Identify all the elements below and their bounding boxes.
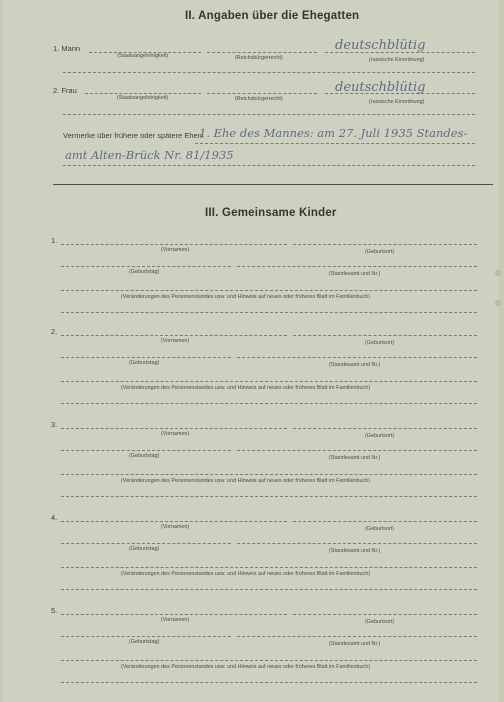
husband-citizenship-line[interactable]	[207, 52, 317, 53]
child-birthdate-caption: (Geburtstag)	[129, 269, 160, 275]
child-number: 3.	[51, 420, 58, 429]
wife-racial-value: deutschblütig	[335, 80, 426, 95]
child-changes-caption: (Veränderungen des Personenstandes usw. und Hinweis auf neues oder früheres Blatt im Familienbuch)	[121, 478, 371, 484]
child-extra-line[interactable]	[61, 496, 477, 497]
form-page	[3, 0, 499, 702]
remarks-line-1[interactable]	[195, 143, 475, 144]
child-firstnames-line[interactable]	[61, 521, 287, 522]
punch-hole-bottom	[495, 300, 501, 306]
child-extra-line[interactable]	[61, 403, 477, 404]
child-changes-line[interactable]	[61, 567, 477, 568]
child-number: 2.	[51, 327, 58, 336]
child-birthdate-line[interactable]	[61, 357, 231, 358]
child-extra-line[interactable]	[61, 589, 477, 590]
child-registry-line[interactable]	[237, 266, 477, 267]
child-firstnames-line[interactable]	[61, 335, 287, 336]
husband-racial-caption: (rassische Einordnung)	[369, 57, 425, 63]
husband-label: 1. Mann	[53, 44, 81, 53]
child-number: 4.	[51, 513, 58, 522]
child-birthdate-line[interactable]	[61, 266, 231, 267]
punch-hole-top	[495, 270, 501, 276]
child-birthdate-line[interactable]	[61, 636, 231, 637]
child-firstnames-caption: (Vornamen)	[161, 617, 190, 623]
child-firstnames-line[interactable]	[61, 614, 287, 615]
child-changes-line[interactable]	[61, 381, 477, 382]
husband-racial-value: deutschblütig	[335, 38, 426, 53]
child-birthplace-caption: (Geburtsort)	[365, 526, 395, 532]
child-registry-line[interactable]	[237, 450, 477, 451]
child-changes-caption: (Veränderungen des Personenstandes usw. und Hinweis auf neues oder früheres Blatt im Familienbuch)	[121, 664, 371, 670]
wife-citizenship-caption: (Reichsbürgerrecht)	[235, 96, 283, 102]
child-birthdate-caption: (Geburtstag)	[129, 639, 160, 645]
child-registry-caption: (Standesamt und Nr.)	[329, 271, 381, 277]
child-extra-line[interactable]	[61, 312, 477, 313]
child-birthplace-line[interactable]	[293, 428, 477, 429]
child-number: 5.	[51, 606, 58, 615]
child-changes-caption: (Veränderungen des Personenstandes usw. und Hinweis auf neues oder früheres Blatt im Familienbuch)	[121, 385, 371, 391]
wife-nationality-caption: (Staatsangehörigkeit)	[117, 95, 169, 101]
wife-nationality-line[interactable]	[85, 93, 201, 94]
child-registry-line[interactable]	[237, 636, 477, 637]
child-changes-line[interactable]	[61, 474, 477, 475]
child-firstnames-caption: (Vornamen)	[161, 524, 190, 530]
page-mark: ·	[335, 676, 337, 682]
husband-citizenship-caption: (Reichsbürgerrecht)	[235, 55, 283, 61]
child-birthplace-caption: (Geburtsort)	[365, 249, 395, 255]
child-birthdate-caption: (Geburtstag)	[129, 546, 160, 552]
child-registry-line[interactable]	[237, 357, 477, 358]
child-birthdate-line[interactable]	[61, 450, 231, 451]
child-registry-caption: (Standesamt und Nr.)	[329, 548, 381, 554]
child-birthplace-caption: (Geburtsort)	[365, 619, 395, 625]
child-number: 1.	[51, 236, 58, 245]
remarks-handwriting-line2: amt Alten-Brück Nr. 81/1935	[65, 148, 234, 162]
wife-label: 2. Frau	[53, 86, 77, 95]
child-firstnames-caption: (Vornamen)	[161, 338, 190, 344]
child-registry-caption: (Standesamt und Nr.)	[329, 455, 381, 461]
wife-citizenship-line[interactable]	[207, 93, 317, 94]
remarks-label: Vermerke über frühere oder spätere Ehen:	[63, 131, 204, 140]
section-divider	[53, 184, 493, 185]
child-birthplace-line[interactable]	[293, 521, 477, 522]
child-birthplace-caption: (Geburtsort)	[365, 433, 395, 439]
section-3-heading: III. Gemeinsame Kinder	[205, 207, 337, 219]
child-registry-caption: (Standesamt und Nr.)	[329, 362, 381, 368]
child-birthdate-caption: (Geburtstag)	[129, 360, 160, 366]
husband-nationality-caption: (Staatsangehörigkeit)	[117, 53, 169, 59]
child-registry-caption: (Standesamt und Nr.)	[329, 641, 381, 647]
child-registry-line[interactable]	[237, 543, 477, 544]
remarks-handwriting-line1: 1. Ehe des Mannes: am 27. Juli 1935 Standes-	[199, 126, 468, 140]
child-firstnames-line[interactable]	[61, 428, 287, 429]
child-changes-line[interactable]	[61, 290, 477, 291]
child-changes-line[interactable]	[61, 660, 477, 661]
child-firstnames-line[interactable]	[61, 244, 287, 245]
child-changes-caption: (Veränderungen des Personenstandes usw. und Hinweis auf neues oder früheres Blatt im Familienbuch)	[121, 294, 371, 300]
wife-racial-caption: (rassische Einordnung)	[369, 99, 425, 105]
wife-extra-line[interactable]	[63, 114, 475, 115]
husband-extra-line[interactable]	[63, 72, 475, 73]
child-birthdate-line[interactable]	[61, 543, 231, 544]
remarks-line-2[interactable]	[63, 165, 475, 166]
child-birthdate-caption: (Geburtstag)	[129, 453, 160, 459]
section-2-heading: II. Angaben über die Ehegatten	[185, 10, 360, 22]
child-birthplace-line[interactable]	[293, 614, 477, 615]
child-changes-caption: (Veränderungen des Personenstandes usw. und Hinweis auf neues oder früheres Blatt im Familienbuch)	[121, 571, 371, 577]
child-firstnames-caption: (Vornamen)	[161, 431, 190, 437]
child-birthplace-line[interactable]	[293, 335, 477, 336]
child-birthplace-caption: (Geburtsort)	[365, 340, 395, 346]
child-extra-line[interactable]	[61, 682, 477, 683]
child-firstnames-caption: (Vornamen)	[161, 247, 190, 253]
child-birthplace-line[interactable]	[293, 244, 477, 245]
